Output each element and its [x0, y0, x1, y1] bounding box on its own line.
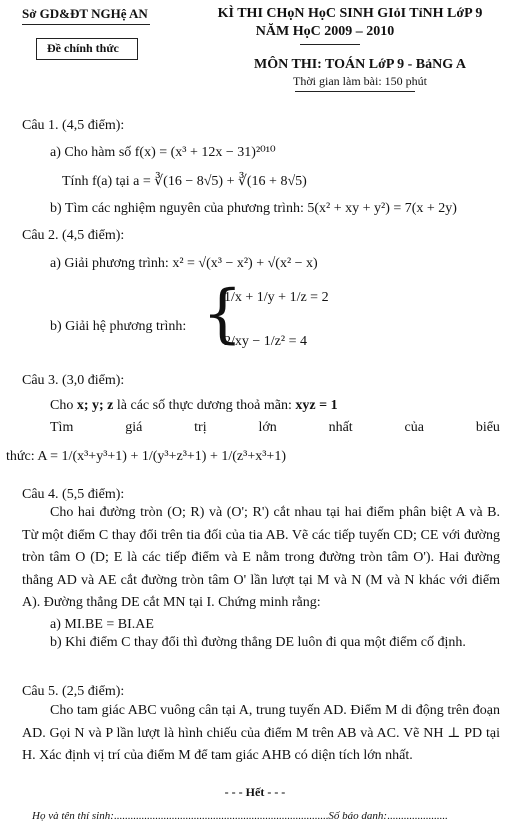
exam-time-underline — [295, 91, 415, 92]
q2-system-brace: { — [202, 277, 243, 351]
q3-line2 — [50, 420, 500, 436]
q4-a: a) MI.BE = BI.AE — [50, 617, 154, 632]
q3-word: của — [404, 420, 424, 435]
q3-line1 — [50, 398, 338, 414]
q3-line1-cond: xyz = 1 — [295, 398, 338, 413]
q3-word: giá — [125, 420, 143, 435]
q2-a-prefix: a) Giải phương trình: — [50, 256, 169, 271]
candidate-id-dots: ...................... — [387, 810, 448, 822]
exam-subject: MÔN THI: TOÁN LớP 9 - BảNG A — [254, 57, 466, 72]
q4-title: Câu 4. (5,5 điểm): — [22, 487, 125, 502]
q3-word: nhất — [328, 420, 353, 435]
q3-line1-prefix: Cho — [50, 398, 74, 413]
q3-line3 — [6, 449, 286, 465]
q2-title: Câu 2. (4,5 điểm): — [22, 228, 125, 243]
q3-word: Tìm — [50, 420, 74, 435]
official-label: Đề chính thức — [47, 41, 119, 55]
candidate-name-label: Họ và tên thí sinh: — [32, 810, 114, 822]
footer-line — [32, 810, 448, 822]
q2-a — [50, 256, 318, 272]
q1-b — [50, 201, 457, 217]
q1-a-formula: f(x) = (x³ + 12x − 31)²⁰¹⁰ — [134, 145, 276, 160]
exam-year: NĂM HọC 2009 – 2010 — [255, 24, 395, 39]
q1-a-calc — [62, 174, 307, 190]
q3-word: lớn — [258, 420, 277, 435]
q1-title: Câu 1. (4,5 điểm): — [22, 118, 125, 133]
q3-title: Câu 3. (3,0 điểm): — [22, 373, 125, 388]
q5-body: Cho tam giác ABC vuông cân tại A, trung tuyến AD. Điểm M di động trên đoạn AD. Gọi N và P lần lượt là hình chiếu của điểm M trên AB và AC. Vẽ NH ⊥ PD tại H. Xác định vị trí của điểm M để tam giác AHB có diện tích lớn nhất. — [22, 703, 500, 763]
exam-year-underline — [300, 44, 360, 45]
q1-a-prefix: a) Cho hàm số — [50, 145, 132, 160]
q3-word: trị — [194, 420, 207, 435]
header-org-underline — [22, 24, 150, 25]
q4-body: Cho hai đường tròn (O; R) và (O'; R') cắt nhau tại hai điểm phân biệt A và B. Từ một điểm C thay đổi trên tia đối của tia AB. Vẽ các tiếp tuyến CD; CE với đường tròn tâm O (D; E là các tiếp điểm và E nằm trong đường tròn tâm O'). Hai đường thẳng AD và AE cắt đường tròn tâm O' lần lượt tại M và N (M và N khác với điểm A). Đường thẳng DE cắt MN tại I. Chứng minh rằng: — [22, 505, 500, 610]
q3-word: biểu — [475, 420, 500, 435]
q5-title: Câu 5. (2,5 điểm): — [22, 684, 125, 699]
q3-expression: A = 1/(x³+y³+1) + 1/(y³+z³+1) + 1/(z³+x³+1) — [37, 449, 286, 464]
q2-b-prefix: b) Giải hệ phương trình: — [50, 319, 187, 334]
header-org: Sở GD&ĐT NGHệ AN — [22, 6, 148, 21]
q2-eq2: 2/xy − 1/z² = 4 — [224, 334, 307, 349]
candidate-name-dots: .............................................................................. — [113, 810, 329, 822]
q1-a-value: a = ∛(16 − 8√5) + ∛(16 + 8√5) — [133, 174, 307, 189]
q2-a-formula: x² = √(x³ − x²) + √(x² − x) — [172, 256, 318, 271]
q1-a-calc-prefix: Tính f(a) tại — [62, 174, 130, 189]
candidate-id-label: Số báo danh: — [328, 810, 388, 822]
end-marker: - - - Hết - - - — [224, 785, 286, 799]
q1-b-prefix: b) Tìm các nghiệm nguyên của phương trình: — [50, 201, 304, 216]
q3-line3-prefix: thức: — [6, 449, 35, 464]
q2-eq1: 1/x + 1/y + 1/z = 2 — [224, 290, 329, 305]
q3-line1-vars: x; y; z — [76, 398, 114, 413]
q1-b-formula: 5(x² + xy + y²) = 7(x + 2y) — [307, 201, 457, 216]
q4-b: b) Khi điểm C thay đổi thì đường thẳng DE luôn đi qua một điểm cố định. — [50, 635, 466, 650]
q1-a — [50, 145, 276, 161]
exam-title: KÌ THI CHọN HọC SINH GIỏI TỉNH LớP 9 — [217, 6, 483, 21]
q3-line1-mid: là các số thực dương thoả mãn: — [116, 398, 292, 413]
exam-time: Thời gian làm bài: 150 phút — [293, 74, 427, 88]
